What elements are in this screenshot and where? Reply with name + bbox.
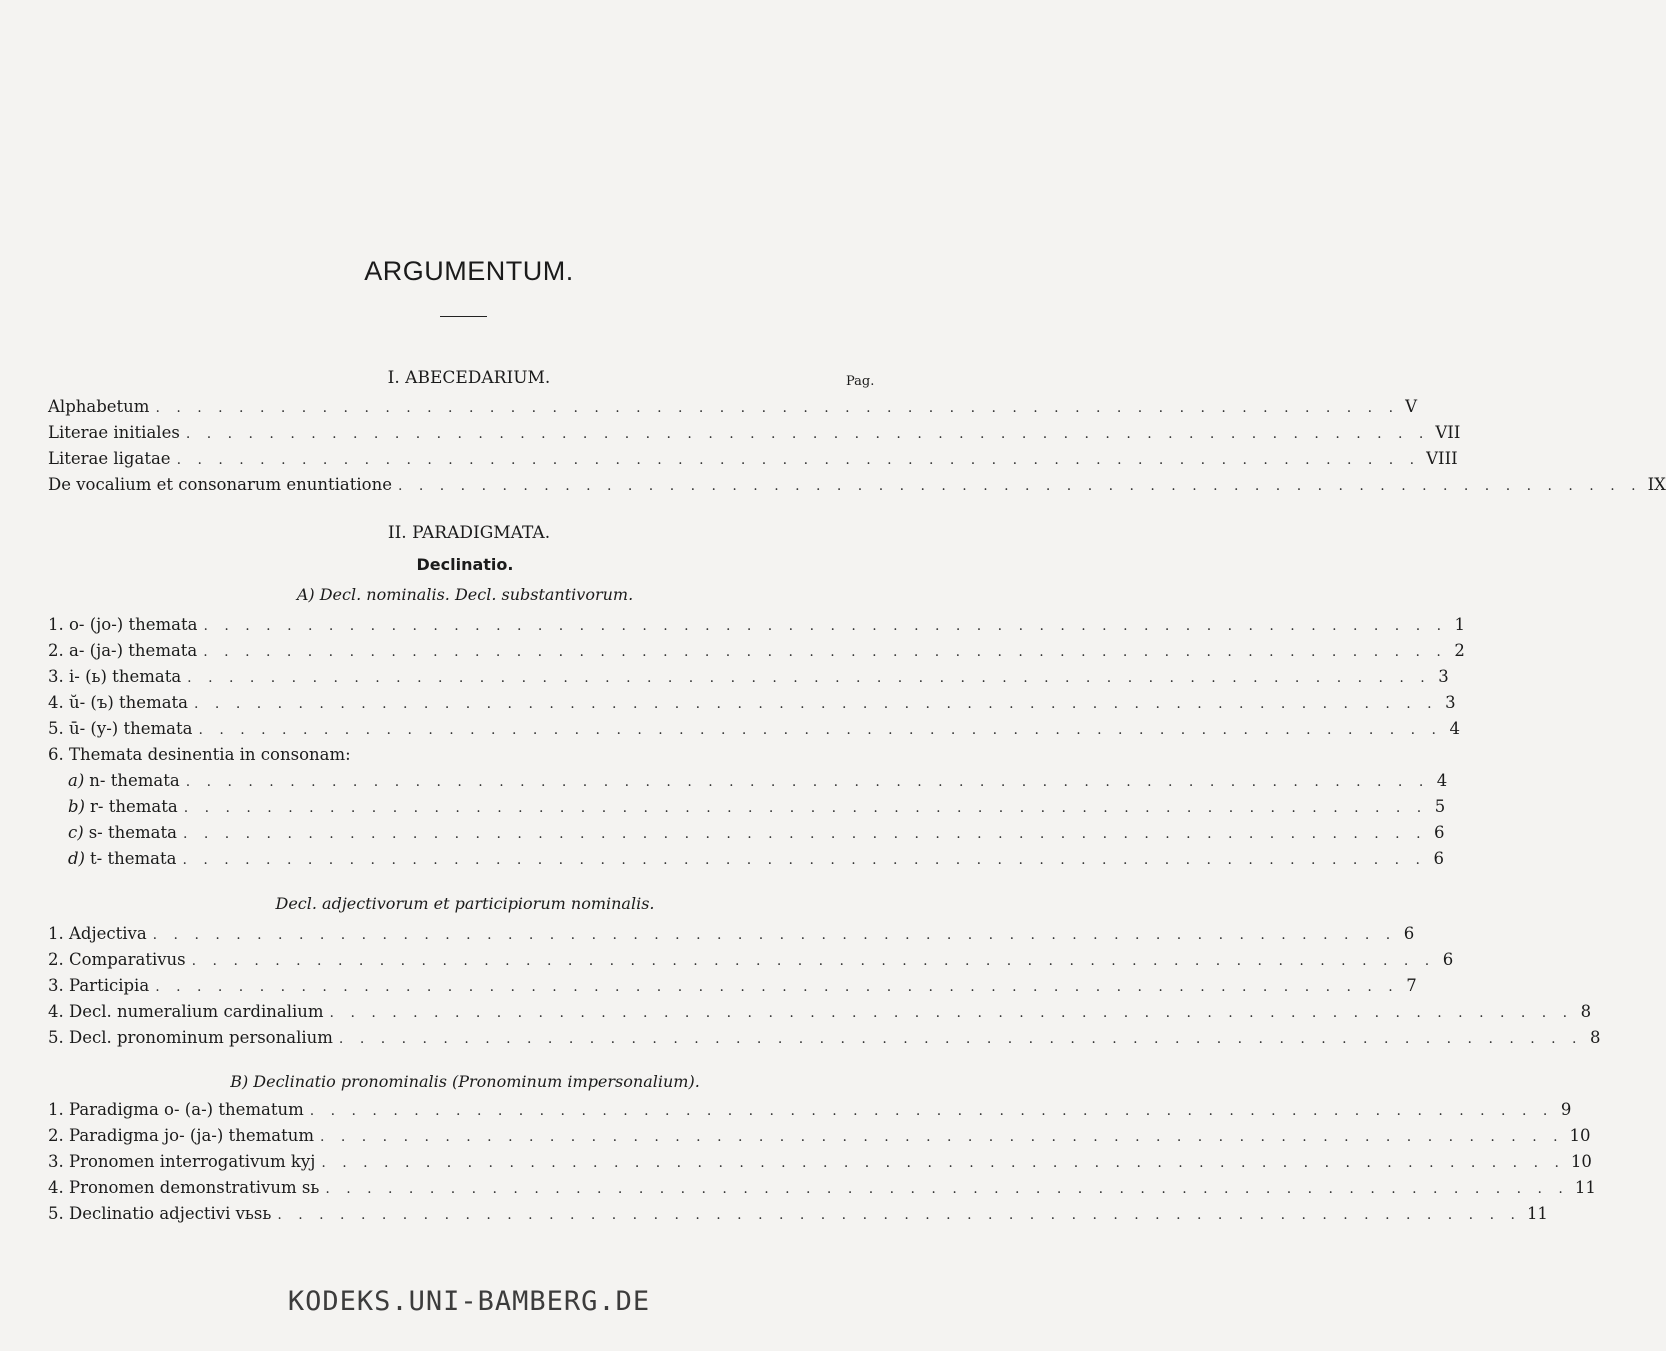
subentry-letter: d)	[68, 849, 85, 868]
leader-dots: . . . . . . . . . . . . . . . . . . . . . . . . . . . . . . . . . . . . . . . . . . . . . . . . . . . . . . . . . . . .	[277, 1207, 1521, 1223]
toc-entry-page: 6	[1442, 950, 1454, 969]
page-title: ARGUMENTUM.	[364, 256, 574, 286]
toc-entry	[48, 1002, 1592, 1026]
toc-entry	[48, 693, 1456, 717]
toc-entry-label: 5. Declinatio adjectivi vьsь	[48, 1204, 272, 1223]
leader-dots: . . . . . . . . . . . . . . . . . . . . . . . . . . . . . . . . . . . . . . . . . . . . . . . . . . . . . . . . . . . .	[187, 670, 1431, 686]
toc-entry-page: 7	[1406, 976, 1417, 995]
toc-entry	[48, 1178, 1596, 1202]
section-heading-abecedarium: I. ABECEDARIUM.	[387, 368, 551, 388]
subentry-letter: c)	[68, 823, 84, 842]
toc-entry-page: VII	[1435, 423, 1461, 442]
toc-entry-label: 1. Paradigma o- (a-) thematum	[48, 1100, 304, 1119]
toc-entry	[48, 924, 1415, 948]
leader-dots: . . . . . . . . . . . . . . . . . . . . . . . . . . . . . . . . . . . . . . . . . . . . . . . . . . . . . . . . . . . .	[338, 1031, 1583, 1047]
toc-entry	[48, 950, 1454, 974]
toc-entry-label: 2. Paradigma jo- (ja-) thematum	[48, 1126, 314, 1145]
toc-entry	[48, 1126, 1591, 1150]
group-heading-adjectivorum: Decl. adjectivorum et participiorum nominalis.	[275, 894, 655, 913]
toc-entry	[48, 397, 1418, 421]
toc-entry	[48, 615, 1466, 639]
leader-dots: . . . . . . . . . . . . . . . . . . . . . . . . . . . . . . . . . . . . . . . . . . . . . . . . . . . . . . . . . . . .	[325, 1181, 1569, 1197]
toc-entry-page: 11	[1574, 1178, 1596, 1197]
toc-entry-page: 8	[1590, 1028, 1601, 1047]
toc-entry-page: 6	[1433, 849, 1445, 868]
toc-entry-label: n- themata	[89, 771, 180, 790]
leader-dots: . . . . . . . . . . . . . . . . . . . . . . . . . . . . . . . . . . . . . . . . . . . . . . . . . . . . . . . . . . . .	[194, 696, 1438, 712]
leader-dots: . . . . . . . . . . . . . . . . . . . . . . . . . . . . . . . . . . . . . . . . . . . . . . . . . . . . . . . . . . . .	[309, 1103, 1554, 1119]
toc-entry-page: 4	[1449, 719, 1461, 738]
toc-entry-label: 2. a- (ja-) themata	[48, 641, 198, 660]
toc-entry	[48, 1100, 1572, 1124]
subheading-declinatio: Declinatio.	[416, 555, 514, 574]
title-rule	[440, 316, 487, 317]
toc-entry-page: VIII	[1426, 449, 1458, 468]
leader-dots: . . . . . . . . . . . . . . . . . . . . . . . . . . . . . . . . . . . . . . . . . . . . . . . . . . . . . . . . . . . .	[185, 426, 1430, 442]
leader-dots: . . . . . . . . . . . . . . . . . . . . . . . . . . . . . . . . . . . . . . . . . . . . . . . . . . . . . . . . . . . .	[182, 852, 1427, 868]
subentry-letter: a)	[68, 771, 85, 790]
toc-entry	[48, 719, 1461, 743]
leader-dots: . . . . . . . . . . . . . . . . . . . . . . . . . . . . . . . . . . . . . . . . . . . . . . . . . . . . . . . . . . . .	[203, 618, 1448, 634]
toc-entry-page: V	[1405, 397, 1418, 416]
toc-entry-page: IX	[1647, 475, 1666, 494]
leader-dots: . . . . . . . . . . . . . . . . . . . . . . . . . . . . . . . . . . . . . . . . . . . . . . . . . . . . . . . . . . . .	[155, 979, 1399, 995]
toc-entry-label: 1. Adjectiva	[48, 924, 147, 943]
toc-entry	[48, 1204, 1548, 1228]
toc-entry-page: 9	[1560, 1100, 1572, 1119]
toc-entry-label: 3. Participia	[48, 976, 150, 995]
toc-entry-label: 3. Pronomen interrogativum kyj	[48, 1152, 316, 1171]
toc-subentry	[68, 771, 1448, 795]
toc-entry-page: 6	[1434, 823, 1445, 842]
toc-entry-page: 10	[1570, 1152, 1592, 1171]
pag-column-label: Pag.	[846, 374, 875, 389]
toc-entry-page: 11	[1526, 1204, 1548, 1223]
watermark: KODEKS.UNI-BAMBERG.DE	[287, 1286, 651, 1317]
toc-entry	[48, 641, 1465, 665]
toc-entry-label: Literae initiales	[48, 423, 180, 442]
toc-entry-label: Alphabetum	[48, 397, 150, 416]
leader-dots: . . . . . . . . . . . . . . . . . . . . . . . . . . . . . . . . . . . . . . . . . . . . . . . . . . . . . . . . . . . .	[397, 478, 1642, 494]
leader-dots: . . . . . . . . . . . . . . . . . . . . . . . . . . . . . . . . . . . . . . . . . . . . . . . . . . . . . . . . . . . .	[183, 800, 1428, 816]
toc-entry-page: 10	[1569, 1126, 1591, 1145]
toc-entry-label: Literae ligatae	[48, 449, 171, 468]
toc-entry-label: s- themata	[88, 823, 177, 842]
leader-dots: . . . . . . . . . . . . . . . . . . . . . . . . . . . . . . . . . . . . . . . . . . . . . . . . . . . . . . . . . . . .	[176, 452, 1421, 468]
leader-dots: . . . . . . . . . . . . . . . . . . . . . . . . . . . . . . . . . . . . . . . . . . . . . . . . . . . . . . . . . . . .	[321, 1155, 1565, 1171]
toc-entry-label: r- themata	[90, 797, 178, 816]
toc-entry	[48, 667, 1449, 691]
group-heading-pronominalis: B) Declinatio pronominalis (Pronominum impersonalium).	[230, 1072, 700, 1091]
toc-entry	[48, 449, 1458, 473]
toc-entry	[48, 1152, 1592, 1176]
toc-entry-page: 3	[1445, 693, 1456, 712]
leader-dots: . . . . . . . . . . . . . . . . . . . . . . . . . . . . . . . . . . . . . . . . . . . . . . . . . . . . . . . . . . . .	[191, 953, 1436, 969]
toc-entry-page: 5	[1434, 797, 1446, 816]
toc-entry-label: 6. Themata desinentia in consonam:	[48, 745, 351, 764]
toc-entry-label: t- themata	[90, 849, 177, 868]
toc-entry-label: 1. o- (jo-) thematа	[48, 615, 198, 634]
toc-entry-label: 4. Pronomen demonstrativum sь	[48, 1178, 320, 1197]
toc-entry-page: 6	[1403, 924, 1415, 943]
leader-dots: . . . . . . . . . . . . . . . . . . . . . . . . . . . . . . . . . . . . . . . . . . . . . . . . . . . . . . . . . . . .	[185, 774, 1430, 790]
leader-dots: . . . . . . . . . . . . . . . . . . . . . . . . . . . . . . . . . . . . . . . . . . . . . . . . . . . . . . . . . . . .	[329, 1005, 1574, 1021]
toc-subentry	[68, 797, 1446, 821]
toc-entry-label: 5. ū- (y-) themata	[48, 719, 193, 738]
toc-entry	[48, 976, 1417, 1000]
toc-entry-page: 8	[1580, 1002, 1592, 1021]
leader-dots: . . . . . . . . . . . . . . . . . . . . . . . . . . . . . . . . . . . . . . . . . . . . . . . . . . . . . . . . . . . .	[155, 400, 1400, 416]
leader-dots: . . . . . . . . . . . . . . . . . . . . . . . . . . . . . . . . . . . . . . . . . . . . . . . . . . . . . . . . . . . .	[319, 1129, 1564, 1145]
toc-subentry	[68, 849, 1445, 873]
toc-entry-page: 3	[1438, 667, 1449, 686]
subentry-letter: b)	[68, 797, 85, 816]
toc-entry	[48, 475, 1666, 499]
toc-subentry	[68, 823, 1445, 847]
toc-entry-label: 4. ŭ- (ъ) themata	[48, 693, 189, 712]
toc-entry-label: 2. Comparativus	[48, 950, 186, 969]
leader-dots: . . . . . . . . . . . . . . . . . . . . . . . . . . . . . . . . . . . . . . . . . . . . . . . . . . . . . . . . . . . .	[182, 826, 1427, 842]
toc-entry-label: 4. Decl. numeralium cardinalium	[48, 1002, 324, 1021]
leader-dots: . . . . . . . . . . . . . . . . . . . . . . . . . . . . . . . . . . . . . . . . . . . . . . . . . . . . . . . . . . . .	[198, 722, 1443, 738]
toc-entry-page: 2	[1454, 641, 1465, 660]
toc-entry-label: De vocalium et consonarum enuntiatione	[48, 475, 392, 494]
section-heading-paradigmata: II. PARADIGMATA.	[387, 523, 551, 543]
toc-entry-page: 1	[1454, 615, 1466, 634]
toc-entry-label: 5. Decl. pronominum personalium	[48, 1028, 333, 1047]
leader-dots: . . . . . . . . . . . . . . . . . . . . . . . . . . . . . . . . . . . . . . . . . . . . . . . . . . . . . . . . . . . .	[152, 927, 1397, 943]
group-heading-nominalis: A) Decl. nominalis. Decl. substantivorum.	[296, 585, 634, 604]
toc-entry	[48, 423, 1461, 447]
leader-dots: . . . . . . . . . . . . . . . . . . . . . . . . . . . . . . . . . . . . . . . . . . . . . . . . . . . . . . . . . . . .	[203, 644, 1447, 660]
toc-entry-page: 4	[1436, 771, 1448, 790]
toc-entry-label: 3. i- (ь) themata	[48, 667, 182, 686]
toc-entry	[48, 745, 877, 769]
toc-entry	[48, 1028, 1601, 1052]
